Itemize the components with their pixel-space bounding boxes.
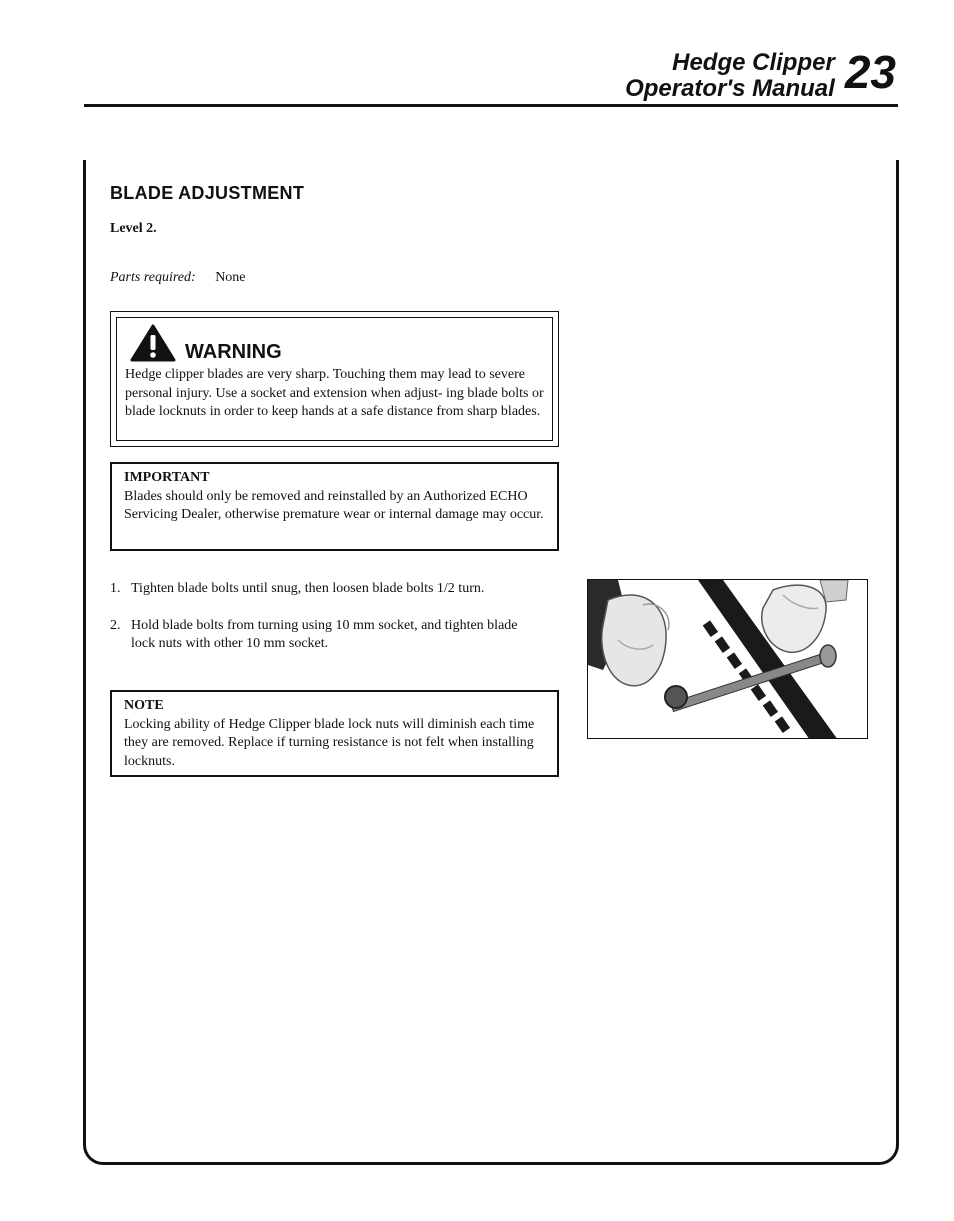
warning-box-inner	[116, 317, 553, 441]
blade-adjustment-photo	[587, 579, 868, 739]
warning-label: WARNING	[185, 341, 282, 363]
important-label: IMPORTANT	[124, 470, 210, 485]
manual-title-line2: Operator's Manual	[625, 75, 835, 102]
parts-required	[110, 270, 246, 286]
important-box	[110, 462, 559, 551]
page-header	[625, 48, 896, 102]
important-text: Blades should only be removed and reinstalled by an Authorized ECHO Servicing Dealer, otherwise premature wear or internal damage may occur.	[124, 488, 544, 523]
list-item	[110, 617, 540, 654]
step-number: 2.	[110, 617, 121, 633]
level-label: Level 2.	[110, 221, 157, 236]
parts-required-label: Parts required:	[110, 270, 196, 285]
manual-title-line1: Hedge Clipper	[672, 49, 835, 76]
warning-triangle-icon	[129, 324, 177, 362]
manual-title	[625, 50, 835, 102]
warning-text: Hedge clipper blades are very sharp. Touching them may lead to severe personal injury. Use a socket and extension when adjust- ing blade bolts or blade locknuts in order to keep hands at a safe distance from sharp blades.	[125, 367, 544, 420]
step-text: Hold blade bolts from turning using 10 mm socket, and tighten blade lock nuts with other 10 mm socket.	[131, 617, 518, 652]
step-text: Tighten blade bolts until snug, then loosen blade bolts 1/2 turn.	[131, 581, 485, 596]
steps-list	[110, 580, 540, 654]
note-text: Locking ability of Hedge Clipper blade lock nuts will diminish each time they are removed. Replace if turning resistance is not felt when installing locknuts.	[124, 716, 535, 769]
warning-box	[110, 311, 559, 447]
page-number: 23	[844, 46, 896, 98]
list-item	[110, 580, 540, 599]
note-label: NOTE	[124, 698, 164, 713]
blade-adjustment-illustration	[588, 580, 868, 739]
note-box	[110, 690, 559, 777]
warning-header	[125, 320, 544, 362]
section-title: BLADE ADJUSTMENT	[110, 183, 305, 203]
step-number: 1.	[110, 581, 121, 596]
header-rule	[84, 104, 898, 107]
parts-required-value: None	[215, 270, 246, 285]
